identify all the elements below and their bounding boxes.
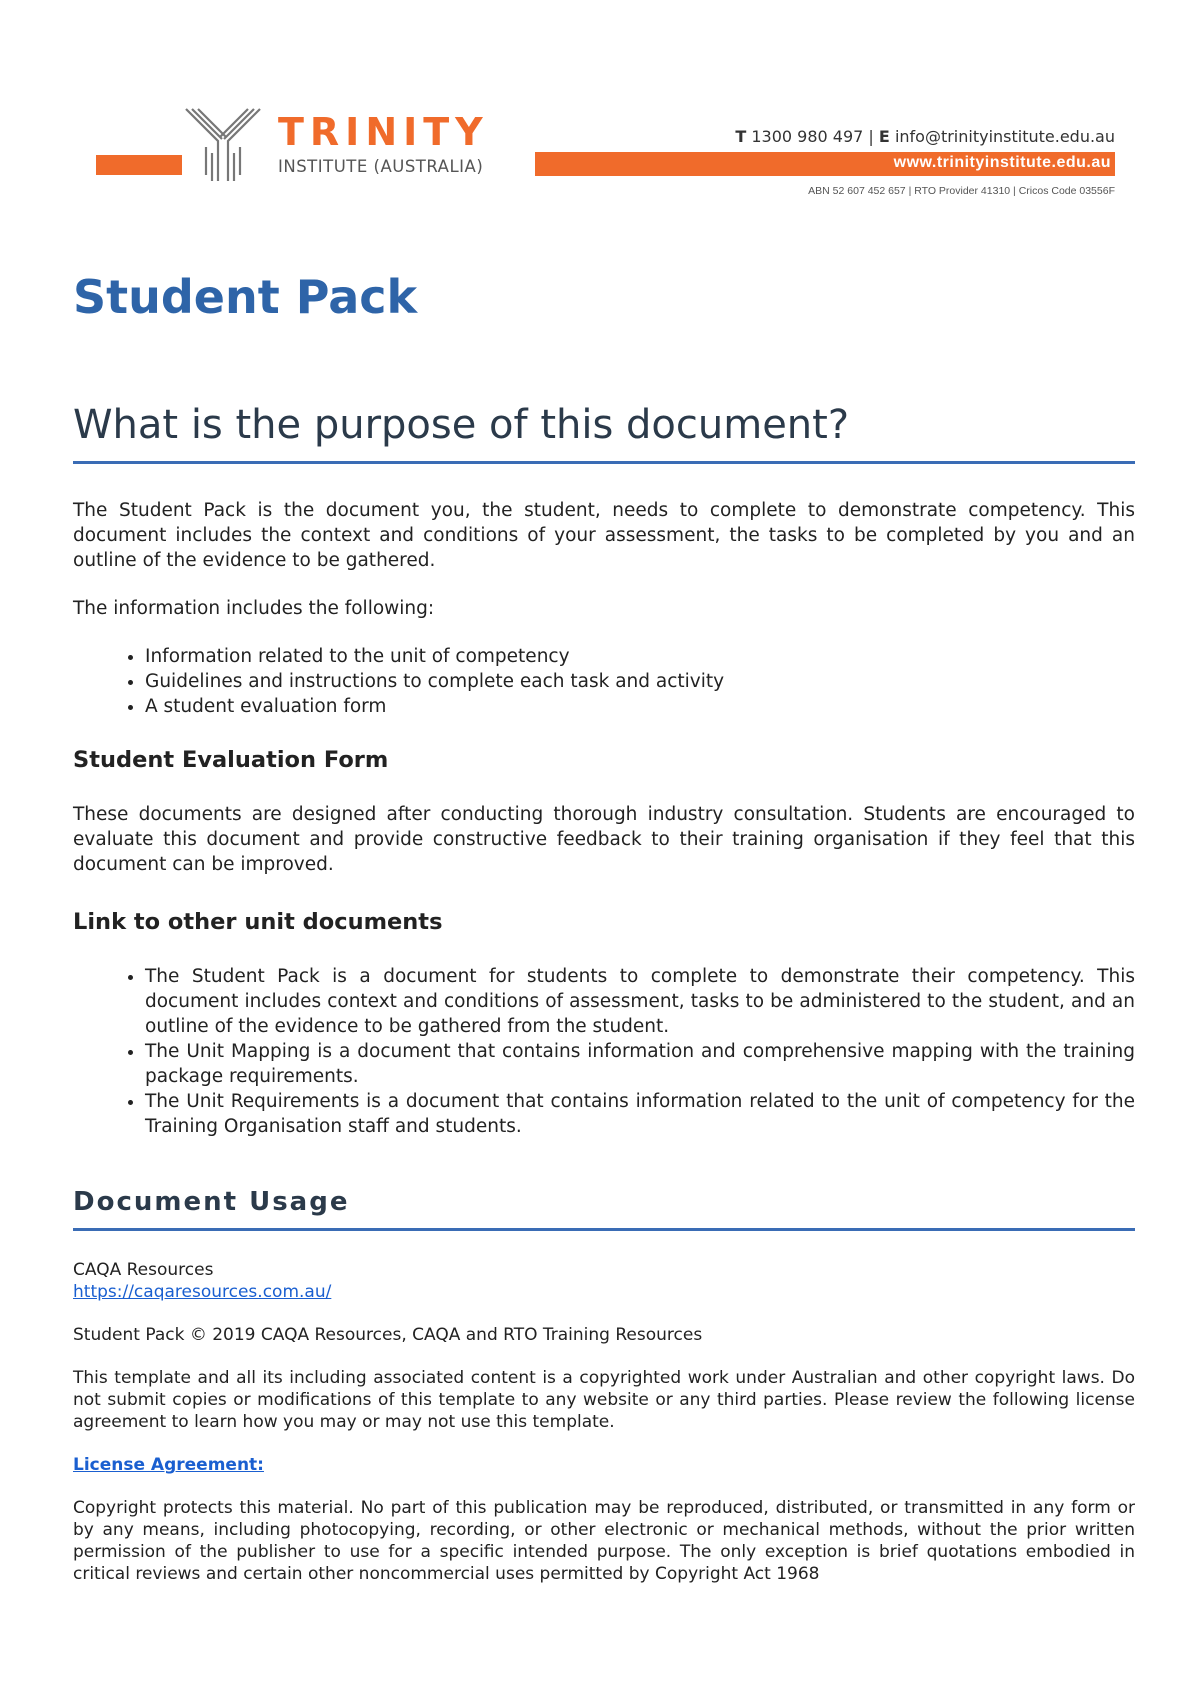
info-intro: The information includes the following: [73, 598, 435, 620]
accent-bar-left [96, 155, 182, 175]
list-item: • Information related to the unit of competency [145, 644, 1135, 669]
list-item: • The Unit Mapping is a document that contains information and comprehensive mapping with the training package requirements. [145, 1039, 1135, 1089]
email-address[interactable]: info@trinityinstitute.edu.au [894, 127, 1115, 146]
brand-subtitle: INSTITUTE (AUSTRALIA) [278, 157, 484, 176]
purpose-heading: What is the purpose of this document? [73, 401, 1135, 464]
letterhead [70, 85, 1115, 200]
usage-url-link[interactable]: https://caqaresources.com.au/ [73, 1282, 332, 1303]
brand-name: TRINITY [278, 110, 489, 154]
list-item: • The Student Pack is a document for students to complete to demonstrate their competency. This document includes context and conditions of assessment, tasks to be administered to the student, and an outline of the evidence to be gathered from the student. [145, 964, 1135, 1039]
license-agreement-link[interactable]: License Agreement: [73, 1455, 264, 1476]
usage-template-paragraph: This template and all its including associated content is a copyrighted work under Australian and other copyright laws. Do not submit copies or modifications of this template to any website or any third parties. Please review the following license agreement to learn how you may or may not use this template. [73, 1368, 1135, 1433]
document-title: Student Pack [73, 270, 418, 324]
usage-source [73, 1259, 1135, 1303]
contact-separator: | [868, 127, 874, 146]
phone-number: 1300 980 497 [751, 127, 864, 146]
usage-copyright: Student Pack © 2019 CAQA Resources, CAQA and RTO Training Resources [73, 1325, 703, 1346]
eval-paragraph: These documents are designed after conducting thorough industry consultation. Students are encouraged to evaluate this document and provide constructive feedback to their training organisation if they feel that this document can be improved. [73, 804, 1135, 876]
list-item: • The Unit Requirements is a document that contains information related to the unit of competency for the Training Organisation staff and students. [145, 1089, 1135, 1139]
list-item: • A student evaluation form [145, 694, 1135, 719]
email-prefix: E [878, 127, 890, 146]
phone-prefix: T [735, 127, 747, 146]
license-paragraph: Copyright protects this material. No part of this publication may be reproduced, distributed, or transmitted in any form or by any means, including photocopying, recording, or other electronic or mechanical methods, without the prior written permission of the publisher to use for a specific intended purpose. The only exception is brief quotations embodied in critical reviews and certain other noncommercial uses permitted by Copyright Act 1968 [73, 1498, 1135, 1585]
link-heading: Link to other unit documents [73, 909, 443, 936]
list-item: • Guidelines and instructions to complete each task and activity [145, 669, 1135, 694]
document-body [73, 270, 1135, 1585]
trinity-logo-icon [184, 105, 262, 183]
website-link[interactable]: www.trinityinstitute.edu.au [893, 154, 1111, 171]
usage-heading: Document Usage [73, 1187, 1135, 1231]
purpose-paragraph: The Student Pack is the document you, the student, needs to complete to demonstrate competency. This document includes the context and conditions of your assessment, the tasks to be completed by you and an outline of the evidence to be gathered. [73, 500, 1135, 572]
contact-line [735, 127, 1115, 146]
link-list [73, 964, 1135, 1139]
eval-heading: Student Evaluation Form [73, 747, 389, 774]
abn-line: ABN 52 607 452 657 | RTO Provider 41310 | Cricos Code 03556F [808, 185, 1115, 197]
usage-org: CAQA Resources [73, 1260, 214, 1281]
info-list [73, 644, 1135, 719]
